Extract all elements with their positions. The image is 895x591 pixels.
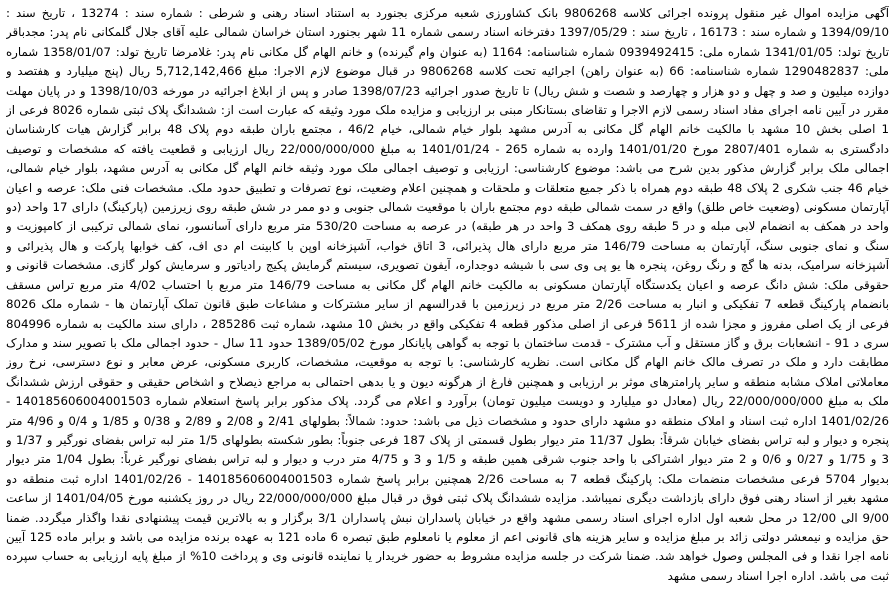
auction-notice-text: آگهی مزایده اموال غیر منقول پرونده اجرائی کلاسه 9806268 بانک کشاورزی شعبه مرکزی بجنورد به استناد اسناد رهنی و شرطی : شماره سند : 13274 ، تاریخ سند : 1394/09/10 و شماره سند : 16173 ، تاریخ سند : 1397/05/29 دفترخانه اسناد رسمی شماره 11 شهر بجنورد استان خراسان شمالی علیه آقای جلال گلمکانی نام پدر: مجدباقر تاریخ تولد: 1341/01/05 شماره ملی: 0939492415 شماره شناسنامه: 1164 (به عنوان وام گیرنده) و خانم الهام گل مکانی نام پدر: غلامرضا تاریخ تولد: 1358/01/07 شماره ملی: 1290482837 شماره شناسنامه: 66 (به عنوان راهن) اجرائیه تحت کلاسه 9806268 در قبال موضوع لازم الاجرا: مبلغ 5,712,142,466 ریال (پنج میلیارد و هفتصد و دوازده میلیون و صد و چهل و دو هزار و چهارصد و شصت و شش ریال) تا تاریخ صدور اجرائیه 1398/07/23 صادر و پس از ابلاغ اجرائیه در مورخه 1398/10/03 و در پایان مهلت مقرر در آیین نامه اجرای مفاد اسناد رسمی لازم الاجرا و تقاضای بستانکار مبنی بر ارزیابی و مزایده ملک مورد وثیقه که عبارت است از: ششدانگ پلاک ثبتی شماره 8026 فرعی از 1 اصلی بخش 10 مشهد با مالکیت خانم الهام گل مکانی به آدرس مشهد بلوار خیام شمالی، خیام 46/2 ، مجتمع باران طبقه دوم پلاک 48 برابر گزارش هیات کارشناسان دادگستری به شماره 2807/401 مورخ 1401/01/20 وارده به شماره 265 - 1401/01/24 به مبلغ 22/000/000/000 ریال ارزیابی و قطعیت یافته که مشخصات و توصیف اجمالی ملک برابر گزارش مذکور بدین شرح می باشد: موضوع کارشناسی: ارزیابی و توصیف اجمالی ملک مورد وثیقه خانم الهام گل مکانی به آدرس مشهد، بلوار خیام شمالی، خیام 46 جنب شکری 2 پلاک 48 طبقه دوم همراه با ذکر جمیع متعلقات و ملحقات و همچنین اعلام وضعیت، نوع تصرفات و تطبیق حدود ملک. مشخصات فنی ملک: عرصه و اعیان آپارتمان مسکونی (وضعیت خاص طلق) واقع در سمت شمالی طبقه دوم مجتمع باران با موقعیت شمالی جنوبی و دو ممر در شش طبقه روی زیرزمین (پارکینگ) دارای 17 واحد (دو واحد در همکف به انضمام لابی مبله و در 5 طبقه روی همکف 3 واحد در هر طبقه) در عرصه به مساحت 530/20 متر مربع دارای آسانسور، نمای شمالی ترکیبی از کامپوزیت و سنگ و نمای جنوبی سنگ، آپارتمان به مساحت 146/79 متر مربع دارای هال پذیرائی، 3 اتاق خواب، آشپزخانه اوپن با کابینت ام دی اف، کف خوابها پارکت و هال پذیرائی و آشپزخانه سرامیک، بدنه ها گچ و رنگ روغن، پنجره ها یو پی وی سی با شیشه دوجداره، آیفون تصویری، سیستم گرمایش پکیج رادیاتور و سرمایش کولر گازی. مشخصات قانونی و حقوقی ملک: شش دانگ عرصه و اعیان یکدستگاه آپارتمان مسکونی به مالکیت خانم الهام گل مکانی به مساحت 146/79 متر مربع با احتساب 4/02 متر مربع تراس مسقف بانضمام پارکینگ قطعه 7 تفکیکی و انبار به مساحت 2/26 متر مربع در زیرزمین با قدرالسهم از سایر مشترکات و مشاعات طبق قانون تملک آپارتمان ها - شماره ملک 8026 فرعی از یک اصلی مفروز و مجزا شده از 5611 فرعی از اصلی مذکور قطعه 4 تفکیکی واقع در بخش 10 مشهد، شماره ثبت 285286 ، دارای سند مالکیت به شماره 804996 سری د 91 - انشعابات برق و گاز مستقل و آب مشترک - قدمت ساختمان با توجه به گواهی پایانکار مورخ 1389/05/02 حدود 11 سال - حدود اجمالی ملک با تصویر سند و مدارک مطابقت دارد و ملک در تصرف مالک خانم الهام گل مکانی است. نظریه کارشناسی: با توجه به موقعیت، مشخصات، کاربری مسکونی، عرض معابر و نوع دسترسی، نرخ روز معاملاتی املاک مشابه منطقه و سایر پارامترهای موثر بر ارزیابی و همچنین فارغ از هرگونه دیون و یا بدهی احتمالی به مراجع ذیصلاح و اشخاص حقیقی و حقوقی ارزش ششدانگ ملک به مبلغ 22/000/000/000 ریال (معادل دو میلیارد و دویست میلیون تومان) برآورد و اعلام می گردد. پلاک مذکور برابر پاسخ استعلام شماره 140185606004001503 - 1401/02/26 اداره ثبت اسناد و املاک منطقه دو مشهد دارای حدود و مشخصات ذیل می باشد: حدود: شمالاً: بطولهای 2/41 و 2/08 و 2/89 و 0/38 و 1/85 و 0/4 و 4/96 متر پنجره و دیوار و لبه تراس بفضای خیابان شرقاً: بطول 11/37 متر دیوار بطول قسمتی از پلاک 187 فرعی جنوباً: بطور شکسته بطولهای 1/5 متر لبه تراس بفضای نورگیر و 1/37 و 3 و 1/75 و 0/27 و 0/6 و 2 متر دیوار اشتراکی با واحد جنوب شرقی همین طبقه و 1/5 و 3 و 4/75 متر درب و دیوار و لبه تراس بفضای نورگیر غرباً: بطول 1/04 متر دیوار بدیوار 5704 فرعی مشخصات منضمات ملک: پارکینگ قطعه 7 به مساحت 2/26 همچنین برابر پاسخ شماره 140185606004001503 - 1401/02/26 اداره ثبت منطقه دو مشهد بغیر از اسناد رهنی فوق دارای بازداشت دیگری نمیباشد. مزایده ششدانگ پلاک ثبتی فوق در قبال مبلغ 22/000/000/000 ریال در روز یکشنبه مورخ 1401/04/05 از ساعت 9/00 الی 12/00 در محل شعبه اول اداره اجرای اسناد رسمی مشهد واقع در خیابان پاسداران نبش پاسداران 3/1 برگزار و به بالاترین قیمت پیشنهادی نقدا واگذار میگردد. ضمنا حق مزایده و نیمعشر دولتی زائد بر مبلغ مزایده و سایر هزینه های قانونی اعم از معلوم یا نامعلوم طبق تبصره 6 ماده 121 به عهده برنده مزایده می باشد و برابر ماده 125 آیین نامه اجرا نقدا و فی المجلس وصول خواهد شد. ضمنا شرکت در جلسه مزایده مشروط به حضور خریدار یا نماینده قانونی وی و پرداخت 10% از مبلغ پایه ارزیابی به حساب سپرده ثبت می باشد. اداره اجرا اسناد رسمی مشهد: [6, 6, 889, 583]
